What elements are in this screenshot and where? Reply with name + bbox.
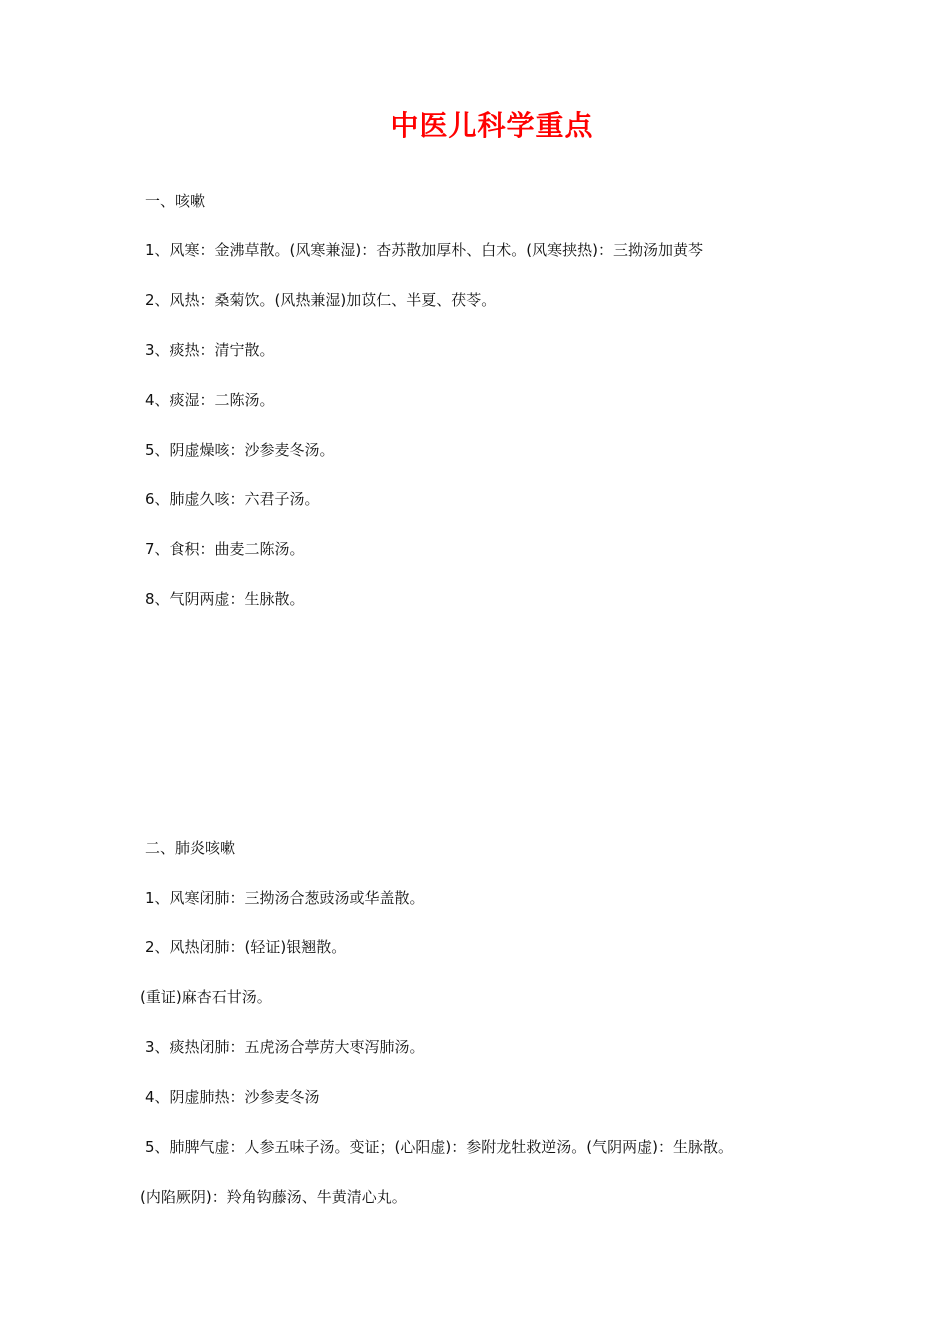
list-item: 1、风寒闭肺：三拗汤合葱豉汤或华盖散。 <box>145 889 425 907</box>
list-item: 4、痰湿：二陈汤。 <box>145 391 275 409</box>
list-item: (重证)麻杏石甘汤。 <box>140 988 272 1006</box>
list-item: 5、肺脾气虚：人参五味子汤。变证；(心阳虚)：参附龙牡救逆汤。(气阴两虚)：生脉散。 <box>145 1138 733 1156</box>
list-item: 4、阴虚肺热：沙参麦冬汤 <box>145 1088 320 1106</box>
list-item: 2、风热闭肺：(轻证)银翘散。 <box>145 938 347 956</box>
list-item: 6、肺虚久咳：六君子汤。 <box>145 490 320 508</box>
list-item: 5、阴虚燥咳：沙参麦冬汤。 <box>145 441 335 459</box>
list-item: 8、气阴两虚：生脉散。 <box>145 590 305 608</box>
section-heading-cough: 一、咳嗽 <box>145 192 206 210</box>
list-item: 7、食积：曲麦二陈汤。 <box>145 540 305 558</box>
list-item: (内陷厥阴)：羚角钩藤汤、牛黄清心丸。 <box>140 1188 407 1206</box>
list-item: 3、痰热闭肺：五虎汤合葶苈大枣泻肺汤。 <box>145 1038 425 1056</box>
list-item: 2、风热：桑菊饮。(风热兼湿)加苡仁、半夏、茯苓。 <box>145 291 497 309</box>
list-item: 3、痰热：清宁散。 <box>145 341 275 359</box>
list-item: 1、风寒：金沸草散。(风寒兼湿)：杏苏散加厚朴、白术。(风寒挟热)：三拗汤加黄芩 <box>145 241 703 259</box>
document-title: 中医儿科学重点 <box>390 109 594 142</box>
section-heading-pneumonia-cough: 二、肺炎咳嗽 <box>145 839 236 857</box>
